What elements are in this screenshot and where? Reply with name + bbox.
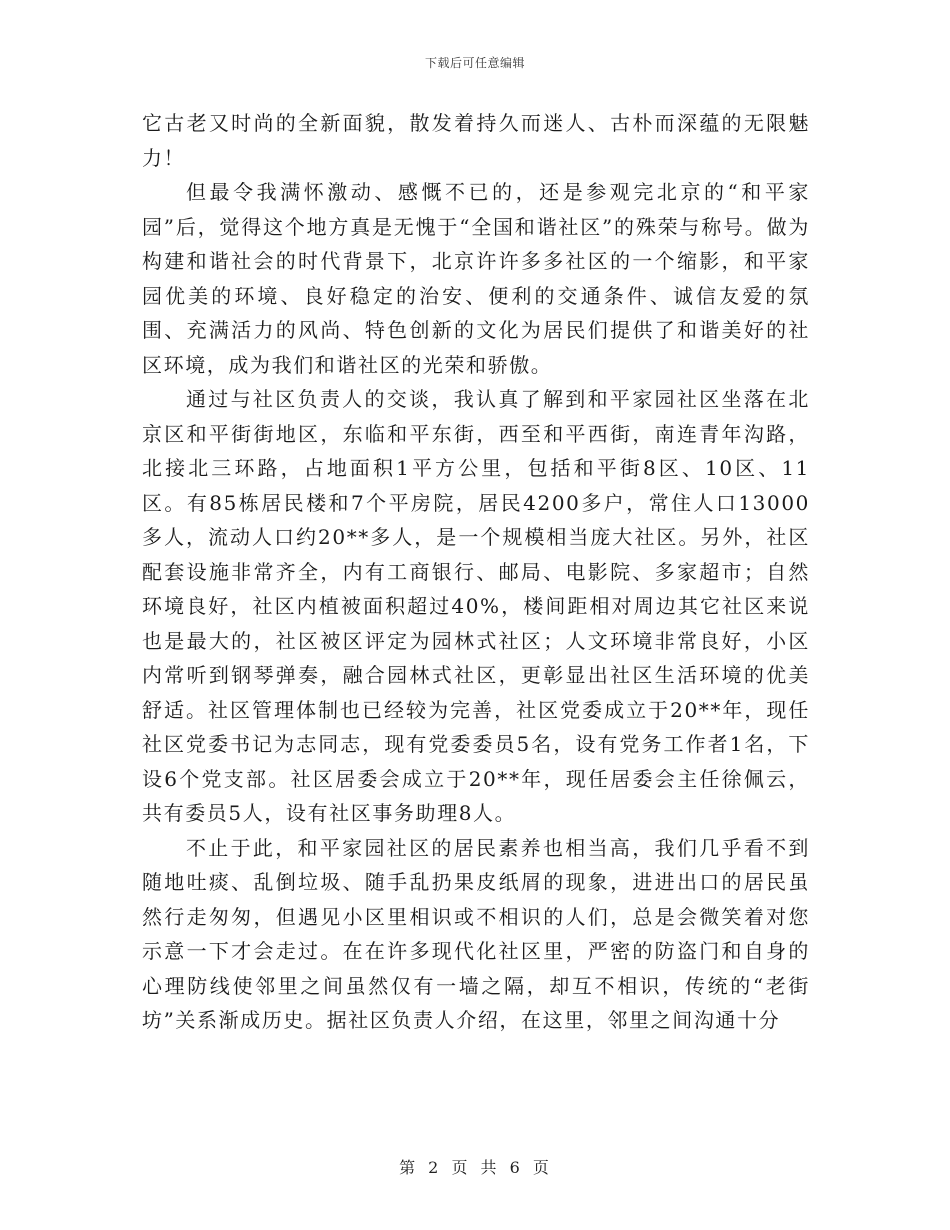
paragraph-heping-jiayuan-intro: 但最令我满怀激动、感慨不已的，还是参观完北京的“和平家园”后，觉得这个地方真是无愧于“全国和谐社区”的殊荣与称号。做为构建和谐社会的时代背景下，北京许许多多社区的一个缩影，和平家园优美的环境、良好稳定的治安、便利的交通条件、诚信友爱的氛围、充满活力的风尚、特色创新的文化为居民们提供了和谐美好的社区环境，成为我们和谐社区的光荣和骄傲。 <box>142 180 810 377</box>
paragraph-continuation: 它古老又时尚的全新面貌，散发着持久而迷人、古朴而深蕴的无限魅力！ <box>142 111 810 170</box>
page-header: 下载后可任意编辑 <box>424 56 525 70</box>
document-body <box>142 106 810 1038</box>
paragraph-community-overview: 通过与社区负责人的交谈，我认真了解到和平家园社区坐落在北京区和平街街地区，东临和平东街，西至和平西街，南连青年沟路，北接北三环路，占地面积1平方公里，包括和平街8区、10区、11区。有85栋居民楼和7个平房院，居民4200多户，常住人口13000多人，流动人口约20**多人，是一个规模相当庞大社区。另外，社区配套设施非常齐全，内有工商银行、邮局、电影院、多家超市；自然环境良好，社区内植被面积超过40%，楼间距相对周边其它社区来说也是最大的，社区被区评定为园林式社区；人文环境非常良好，小区内常听到钢琴弹奏，融合园林式社区，更彰显出社区生活环境的优美舒适。社区管理体制也已经较为完善，社区党委成立于20**年，现任社区党委书记为志同志，现有党委委员5名，设有党务工作者1名，下设6个党支部。社区居委会成立于20**年，现任居委会主任徐佩云，共有委员5人，设有社区事务助理8人。 <box>142 387 810 825</box>
paragraph-resident-quality: 不止于此，和平家园社区的居民素养也相当高，我们几乎看不到随地吐痰、乱倒垃圾、随手乱扔果皮纸屑的现象，进进出口的居民虽然行走匆匆，但遇见小区里相识或不相识的人们，总是会微笑着对您示意一下才会走过。在在许多现代化社区里，严密的防盗门和自身的心理防线使邻里之间虽然仅有一墙之隔，却互不相识，传统的“老街坊”关系渐成历史。据社区负责人介绍，在这里，邻里之间沟通十分 <box>142 835 810 1032</box>
page-number-footer: 第 2 页 共 6 页 <box>399 1158 551 1177</box>
